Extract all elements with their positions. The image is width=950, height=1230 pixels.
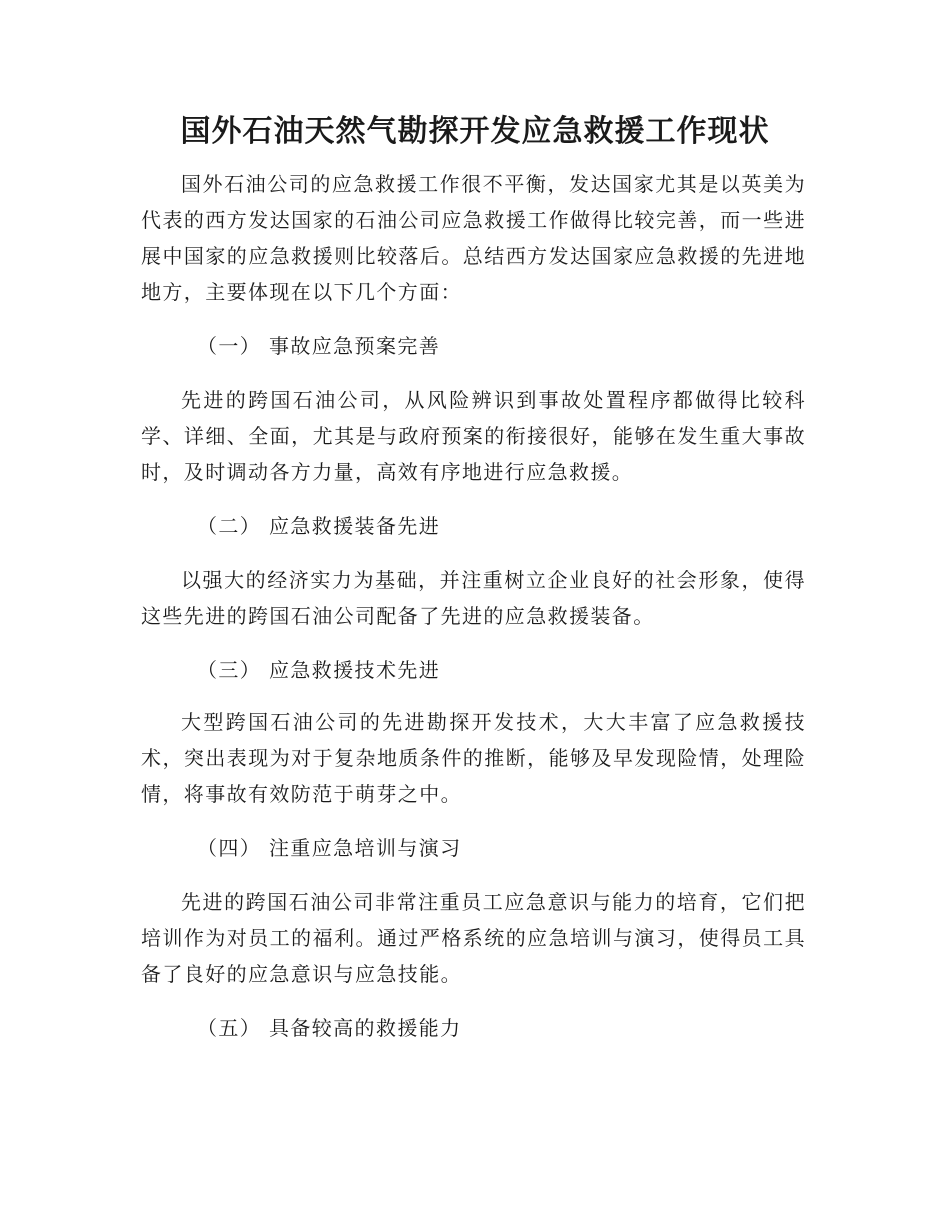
section-heading-4: （四） 注重应急培训与演习 <box>197 836 462 860</box>
section-body-1: 先进的跨国石油公司，从风险辨识到事故处置程序都做得比较科学、详细、全面，尤其是与政府预案的衔接很好，能够在发生重大事故时，及时调动各方力量，高效有序地进行应急救援。 <box>141 388 806 484</box>
section-heading-2: （二） 应急救援装备先进 <box>197 514 441 538</box>
section-body-3: 大型跨国石油公司的先进勘探开发技术，大大丰富了应急救援技术，突出表现为对于复杂地质条件的推断，能够及早发现险情，处理险情，将事故有效防范于萌芽之中。 <box>141 710 806 806</box>
section-heading-1: （一） 事故应急预案完善 <box>197 334 441 358</box>
section-body-4: 先进的跨国石油公司非常注重员工应急意识与能力的培育，它们把培训作为对员工的福利。通过严格系统的应急培训与演习，使得员工具备了良好的应急意识与应急技能。 <box>141 890 806 986</box>
section-heading-3: （三） 应急救援技术先进 <box>197 658 441 682</box>
document-title: 国外石油天然气勘探开发应急救援工作现状 <box>180 114 770 149</box>
section-heading-5: （五） 具备较高的救援能力 <box>197 1016 462 1040</box>
intro-paragraph: 国外石油公司的应急救援工作很不平衡，发达国家尤其是以英美为代表的西方发达国家的石油公司应急救援工作做得比较完善，而一些进展中国家的应急救援则比较落后。总结西方发达国家应急救援的先进地地方，主要体现在以下几个方面： <box>141 172 806 304</box>
section-body-2: 以强大的经济实力为基础，并注重树立企业良好的社会形象，使得这些先进的跨国石油公司配备了先进的应急救援装备。 <box>141 568 806 628</box>
